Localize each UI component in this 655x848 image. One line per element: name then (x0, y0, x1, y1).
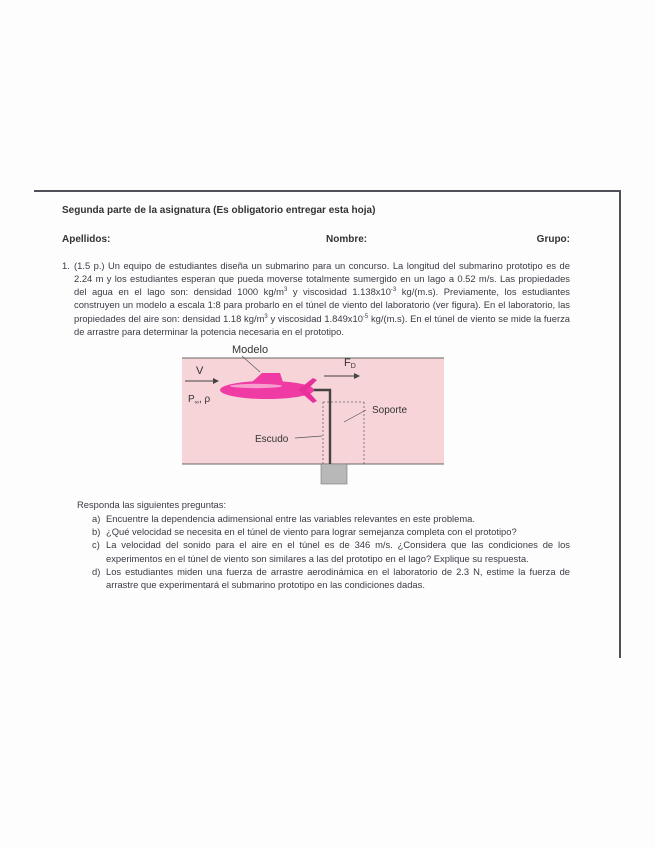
nombre-label: Nombre: (326, 234, 368, 246)
label-velocity: V (196, 365, 204, 378)
label-soporte: Soporte (372, 405, 408, 417)
sub-question-c: c) La velocidad del sonido para el aire en el túnel es de 346 m/s. ¿Considera que las condiciones de los experimentos en el túnel de viento son similares a las del prototipo en el lago? Explique su respuesta. (92, 539, 570, 564)
sub-question-a: a) Encuentre la dependencia adimensional entre las variables relevantes en este problema. (92, 512, 475, 524)
page-top-border (34, 190, 621, 192)
label-modelo: Modelo (232, 344, 269, 357)
student-fields (62, 233, 570, 246)
label-escudo: Escudo (255, 434, 289, 446)
questions-intro: Responda las siguientes preguntas: (77, 499, 227, 511)
sheet-title: Segunda parte de la asignatura (Es obligatorio entregar esta hoja) (62, 205, 376, 216)
grupo-label: Grupo: (536, 234, 570, 246)
balance-base (321, 464, 347, 484)
sub-question-d: d) Los estudiantes miden una fuerza de arrastre aerodinámica en el laboratorio de 2.3 N, estime la fuerza de arrastre que experimentará el submarino prototipo en las condiciones dadas. (92, 565, 570, 591)
label-pressure-density: $P_\infty$, ρ (188, 394, 211, 407)
label-drag-force: FD (344, 357, 356, 371)
apellidos-label: Apellidos: (62, 234, 111, 246)
exam-sheet (62, 204, 570, 591)
question-number: 1. (62, 259, 70, 271)
hull-highlight (230, 384, 282, 388)
wind-tunnel-diagram (182, 340, 502, 492)
sub-questions (92, 512, 570, 592)
sub-question-b: b) ¿Qué velocidad se necesita en el túnel de viento para lograr semejanza completa con el prototipo? (92, 525, 517, 537)
wind-tunnel-figure (62, 340, 570, 492)
question-1 (62, 259, 570, 339)
page-right-border (619, 190, 621, 658)
question-statement: (1.5 p.) Un equipo de estudiantes diseña un submarino para un concurso. La longitud del submarino prototipo es de 2.24 m y los estudiantes esperan que pueda moverse totalmente sumergido en un lago a 0.52 m/s. Las propiedades del agua en el lago son: densidad 1000 $kg/m^3$ y viscosidad $1.138x10^{-3}$ kg/(m.s). Previamente, los estudiantes construyen un modelo a escala 1:8 para probarlo en el túnel de viento del laboratorio (ver figura). En el laboratorio, las propiedades del aire son: densidad 1.18 $kg/m^3$ y viscosidad $1.849x10^{-5}$ kg/(m.s). En el túnel de viento se mide la fuerza de arrastre para determinar la potencia necesaria en el prototipo. (74, 259, 570, 338)
